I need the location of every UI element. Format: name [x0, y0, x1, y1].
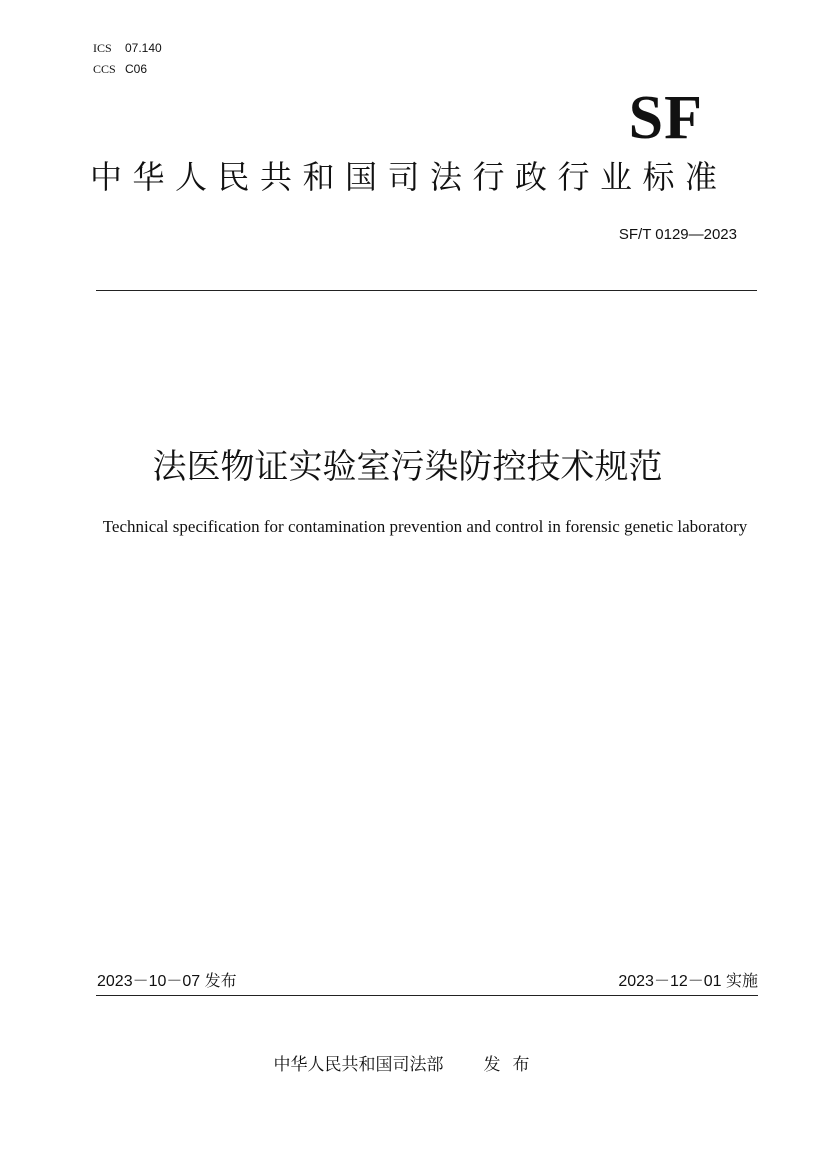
ccs-value: C06 [125, 62, 148, 76]
ics-classification [93, 41, 162, 55]
issue-date: 2023－10－07 发布 [97, 973, 237, 990]
issuer-name: 中华人民共和国司法部 [273, 1055, 444, 1075]
bottom-divider [96, 995, 758, 996]
issuer-action: 发布 [483, 1055, 542, 1075]
document-title-english: Technical specification for contamination prevention and control in forensic genetic laboratory [102, 517, 748, 536]
document-title-chinese: 法医物证实验室污染防控技术规范 [152, 447, 663, 487]
standard-category: 中华人民共和国司法行政行业标准 [90, 158, 728, 196]
ics-value: 07.140 [125, 41, 162, 55]
sf-logo: SF [628, 84, 703, 152]
ccs-label: CCS [93, 62, 116, 76]
implementation-date: 2023－12－01 实施 [618, 973, 758, 990]
top-divider [96, 290, 757, 291]
standard-code: SF/T 0129—2023 [618, 226, 737, 243]
issuer-line [0, 1054, 815, 1076]
ccs-classification [93, 62, 147, 76]
ics-label: ICS [93, 41, 112, 55]
